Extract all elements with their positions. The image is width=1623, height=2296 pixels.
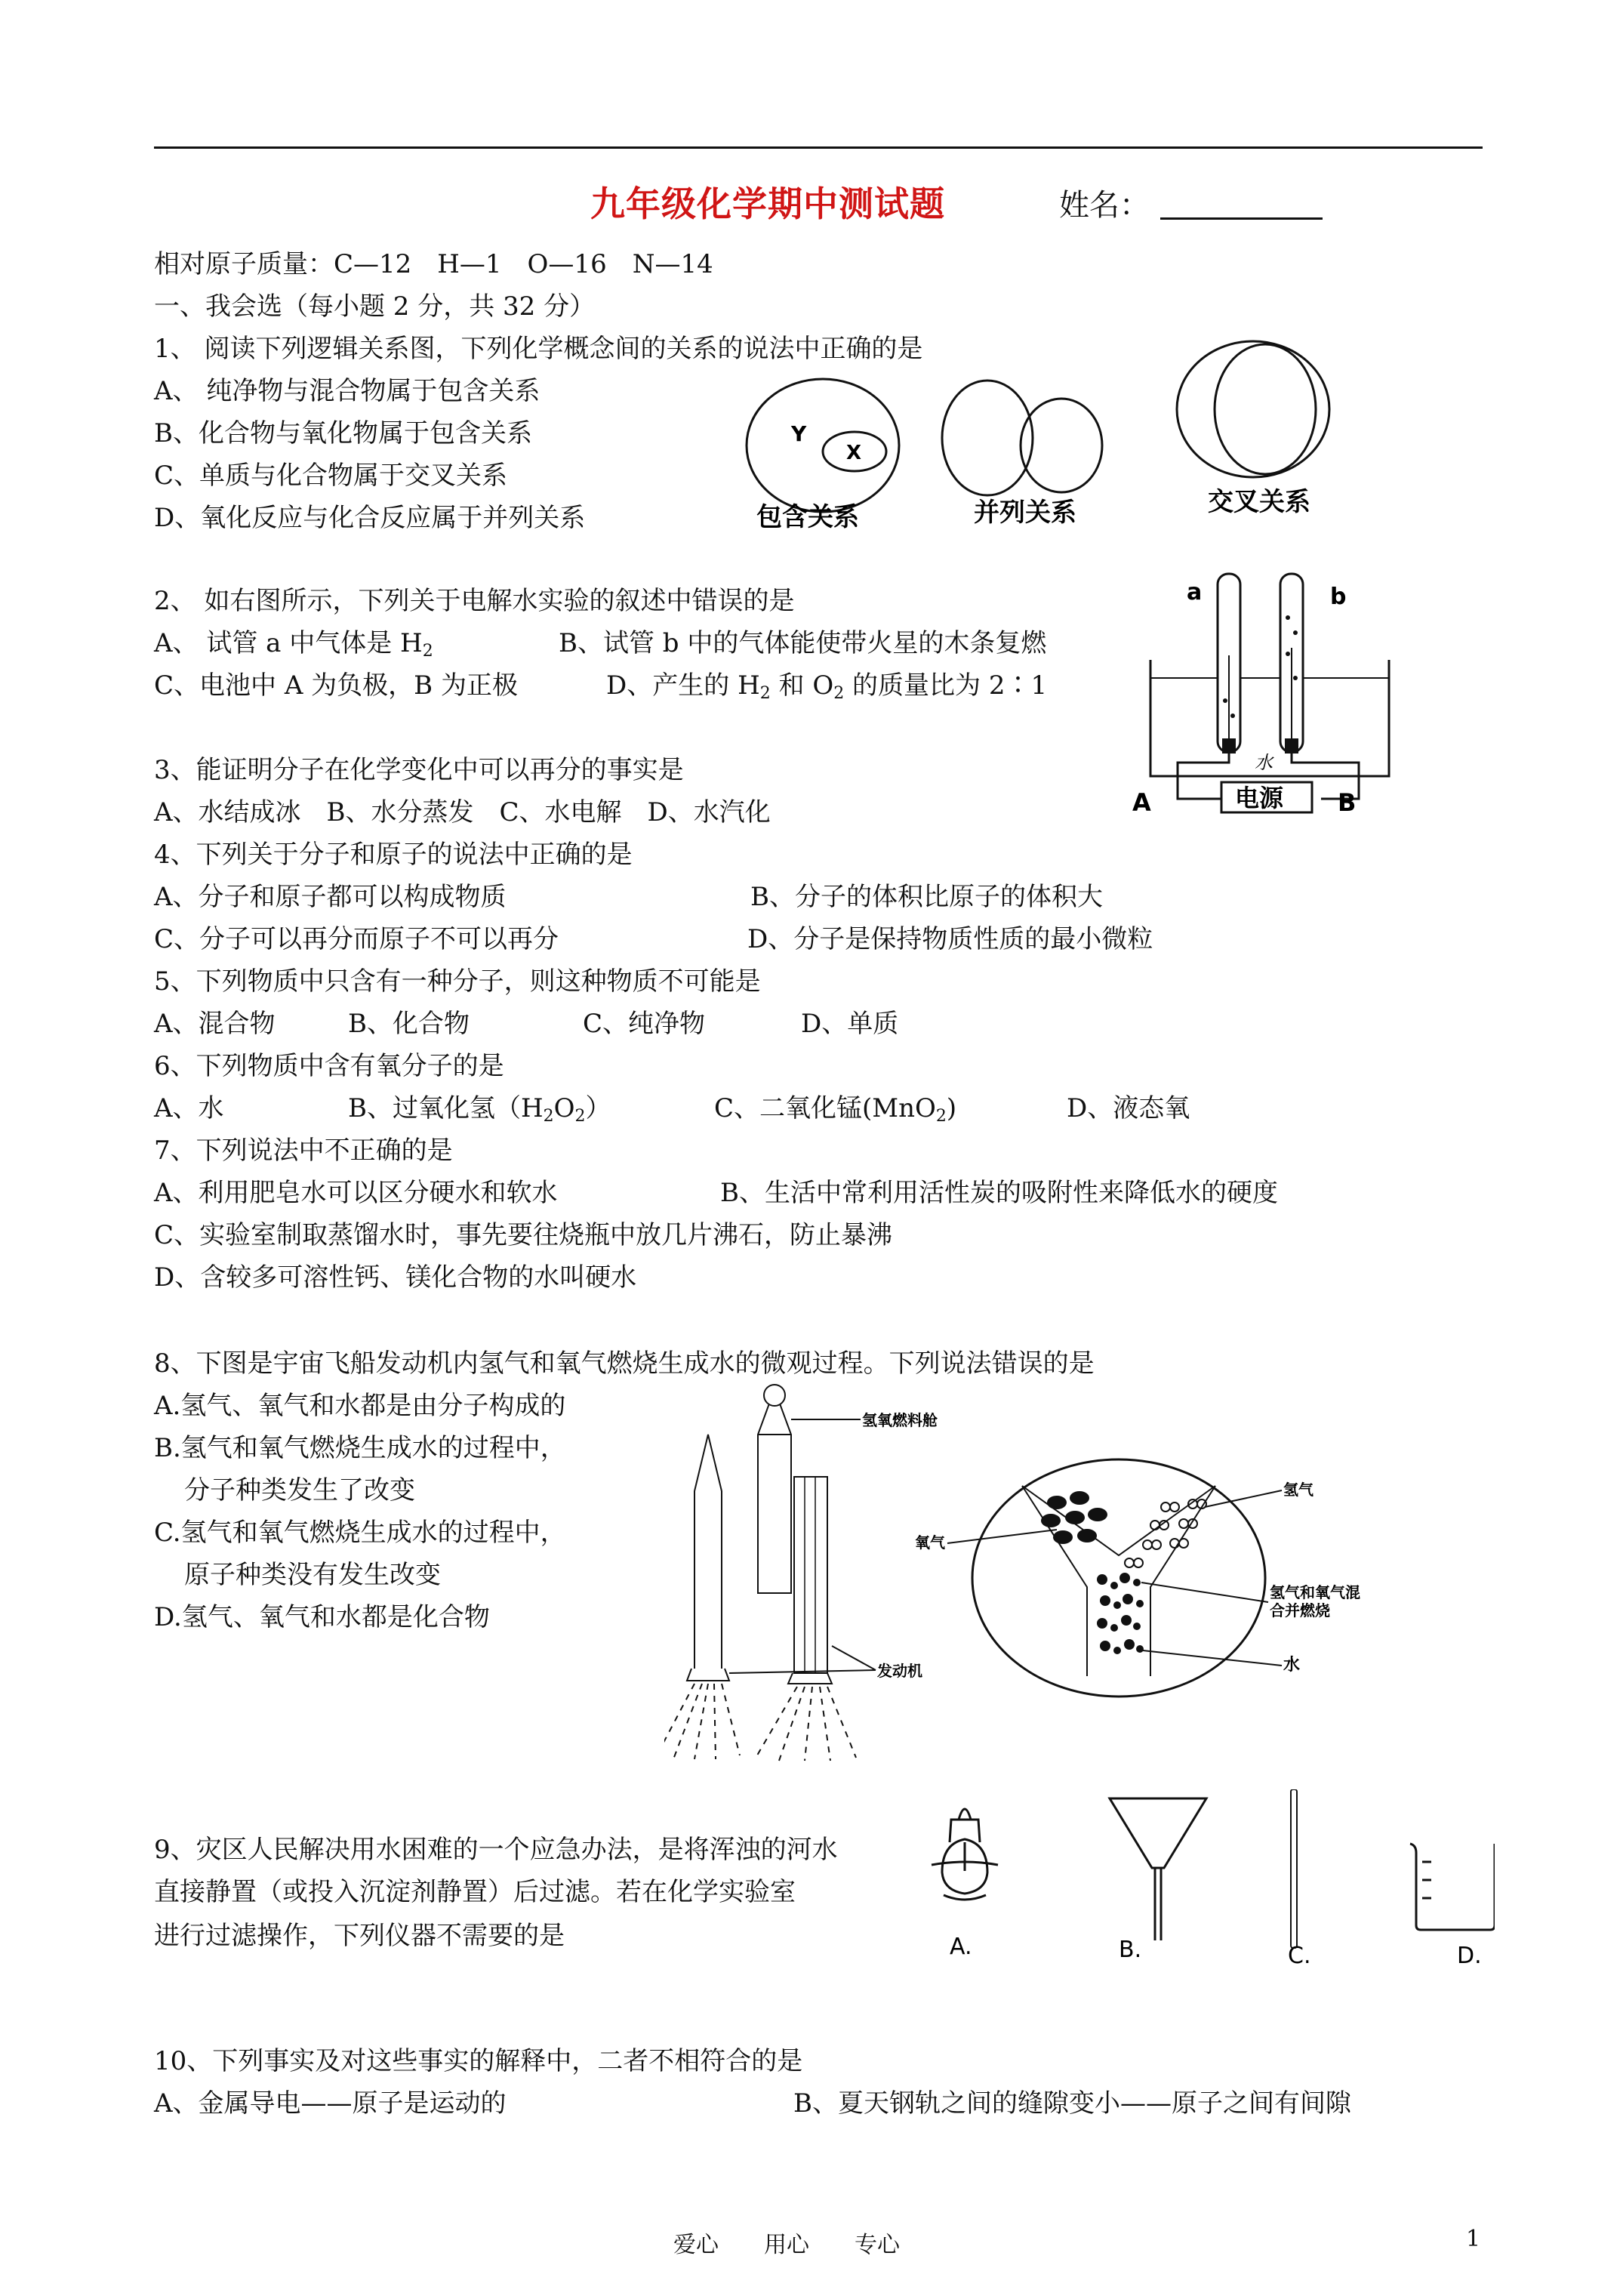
fig-label-water-product: 水: [1283, 1656, 1301, 1675]
fig-label-tube-a: a: [1187, 579, 1203, 606]
q6-option-b: B、过氧化氢$(H_2O_2)$: [348, 1093, 611, 1126]
fig-label-include: 包含关系: [756, 502, 859, 532]
q10-stem: 10、下列事实及对这些事实的解释中，二者不相符合的是: [154, 2046, 803, 2076]
q4-option-a: A、分子和原子都可以构成物质: [154, 882, 507, 912]
fig-label-cross: 交叉关系: [1208, 487, 1310, 517]
q2-option-c: C、电池中 A 为负极，B 为正极: [154, 670, 518, 701]
q8-option-c-line1: C.氢气和氧气燃烧生成水的过程中，: [154, 1518, 566, 1548]
q1-option-b: B、化合物与氧化物属于包含关系: [154, 418, 532, 448]
q4-stem: 4、下列关于分子和原子的说法中正确的是: [154, 840, 633, 870]
q1-logic-diagrams: [732, 340, 1351, 547]
fig-label-option-a: A.: [950, 1934, 972, 1960]
q9-line2: 直接静置（或投入沉淀剂静置）后过滤。若在化学实验室: [154, 1877, 796, 1907]
fig-label-option-b: B.: [1119, 1937, 1142, 1963]
q2-electrolysis-apparatus: [1132, 565, 1404, 817]
name-blank-line: [1160, 217, 1323, 220]
q5-stem: 5、下列物质中只含有一种分子，则这种物质不可能是: [154, 966, 761, 997]
fig-label-tube-b: b: [1330, 584, 1347, 610]
q8-stem: 8、下图是宇宙飞船发动机内氢气和氧气燃烧生成水的微观过程。下列说法错误的是: [154, 1348, 1095, 1379]
glass-rod-icon: [1291, 1789, 1297, 1948]
q8-option-a: A.氢气、氧气和水都是由分子构成的: [154, 1391, 566, 1421]
fig-label-option-d: D.: [1457, 1943, 1482, 1969]
page-number: 1: [1466, 2226, 1481, 2252]
q10-option-b: B、夏天钢轨之间的缝隙变小——原子之间有间隙: [793, 2088, 1351, 2119]
fig-label-mix-line2: 合并燃烧: [1270, 1601, 1330, 1620]
q10-option-a: A、金属导电——原子是运动的: [154, 2088, 507, 2119]
q9-line1: 9、灾区人民解决用水困难的一个应急办法，是将浑浊的河水: [154, 1835, 838, 1865]
fig-label-B: B: [1338, 788, 1357, 814]
header-rule: [154, 146, 1483, 149]
fig-label-fuel-tank: 氢氧燃料舱: [862, 1411, 938, 1429]
footer-motto: 爱心 用心 专心: [673, 2232, 900, 2258]
fig-label-parallel: 并列关系: [974, 498, 1076, 528]
q6-option-d: D、液态氧: [1067, 1093, 1190, 1123]
q1-option-d: D、氧化反应与化合反应属于并列关系: [154, 503, 586, 533]
q7-option-b: B、生活中常利用活性炭的吸附性来降低水的硬度: [720, 1178, 1278, 1208]
section-heading: 一、我会选（每小题 2 分，共 32 分）: [154, 291, 596, 322]
q5-option-b: B、化合物: [348, 1009, 470, 1039]
fig-label-power: 电源: [1235, 784, 1284, 812]
q9-apparatus-figure: [921, 1789, 1495, 1989]
fig-label-y: Y: [791, 421, 807, 446]
q8-option-b-line1: B.氢气和氧气燃烧生成水的过程中，: [154, 1433, 566, 1463]
q4-option-b: B、分子的体积比原子的体积大: [750, 882, 1103, 912]
q6-stem: 6、下列物质中含有氧分子的是: [154, 1051, 504, 1081]
q3-options: A、水结成冰 B、水分蒸发 C、水电解 D、水汽化: [154, 797, 771, 827]
q2-stem: 2、 如右图所示，下列关于电解水实验的叙述中错误的是: [154, 586, 795, 616]
q8-spacecraft-figure: [664, 1374, 1480, 1777]
fig-label-oxygen: 氧气: [915, 1533, 945, 1552]
name-label: 姓名：: [1059, 188, 1150, 223]
q1-stem: 1、 阅读下列逻辑关系图，下列化学概念间的关系的说法中正确的是: [154, 334, 923, 364]
q7-option-a: A、利用肥皂水可以区分硬水和软水: [154, 1178, 558, 1208]
q6-option-c: C、二氧化锰(MnO$_2$): [714, 1093, 957, 1126]
q8-option-b-line2: 分子种类发生了改变: [184, 1475, 415, 1505]
fig-label-engine: 发动机: [877, 1662, 922, 1680]
q5-option-a: A、混合物: [154, 1009, 276, 1039]
q2-option-a: A、 试管 a 中气体是 $H_2$: [154, 628, 433, 661]
funnel-icon: [1110, 1798, 1206, 1940]
q1-option-a: A、 纯净物与混合物属于包含关系: [154, 376, 540, 406]
q8-option-d: D.氢气、氧气和水都是化合物: [154, 1602, 490, 1632]
q7-option-d: D、含较多可溶性钙、镁化合物的水叫硬水: [154, 1262, 637, 1293]
fig-label-x: X: [846, 442, 862, 464]
q5-option-d: D、单质: [801, 1009, 899, 1039]
fig-label-mix-line1: 氢气和氧气混: [1270, 1583, 1360, 1601]
q9-line3: 进行过滤操作，下列仪器不需要的是: [154, 1921, 565, 1951]
beaker-icon: [1410, 1844, 1495, 1930]
q7-option-c: C、实验室制取蒸馏水时，事先要往烧瓶中放几片沸石，防止暴沸: [154, 1220, 893, 1250]
q7-stem: 7、下列说法中不正确的是: [154, 1136, 453, 1166]
page-title: 九年级化学期中测试题: [590, 183, 945, 224]
q1-option-c: C、单质与化合物属于交叉关系: [154, 461, 508, 491]
q2-option-d: D、产生的 $H_2$ 和 $O_2$ 的质量比为 2∶1: [606, 670, 1048, 703]
q8-option-c-line2: 原子种类没有发生改变: [184, 1560, 441, 1590]
q2-option-b: B、试管 b 中的气体能使带火星的木条复燃: [559, 628, 1047, 658]
q4-option-d: D、分子是保持物质性质的最小微粒: [747, 924, 1153, 954]
fig-label-A: A: [1132, 788, 1151, 814]
q4-option-c: C、分子可以再分而原子不可以再分: [154, 924, 559, 954]
atomic-masses: 相对原子质量：C—12 H—1 O—16 N—14: [154, 249, 713, 279]
alcohol-lamp-icon: [932, 1809, 998, 1900]
q6-option-a: A、水: [154, 1093, 224, 1123]
q5-option-c: C、纯净物: [583, 1009, 706, 1039]
fig-label-hydrogen: 氢气: [1283, 1481, 1313, 1499]
fig-label-option-c: C.: [1288, 1943, 1311, 1969]
fig-label-water: 水: [1255, 752, 1273, 773]
q3-stem: 3、能证明分子在化学变化中可以再分的事实是: [154, 755, 684, 785]
